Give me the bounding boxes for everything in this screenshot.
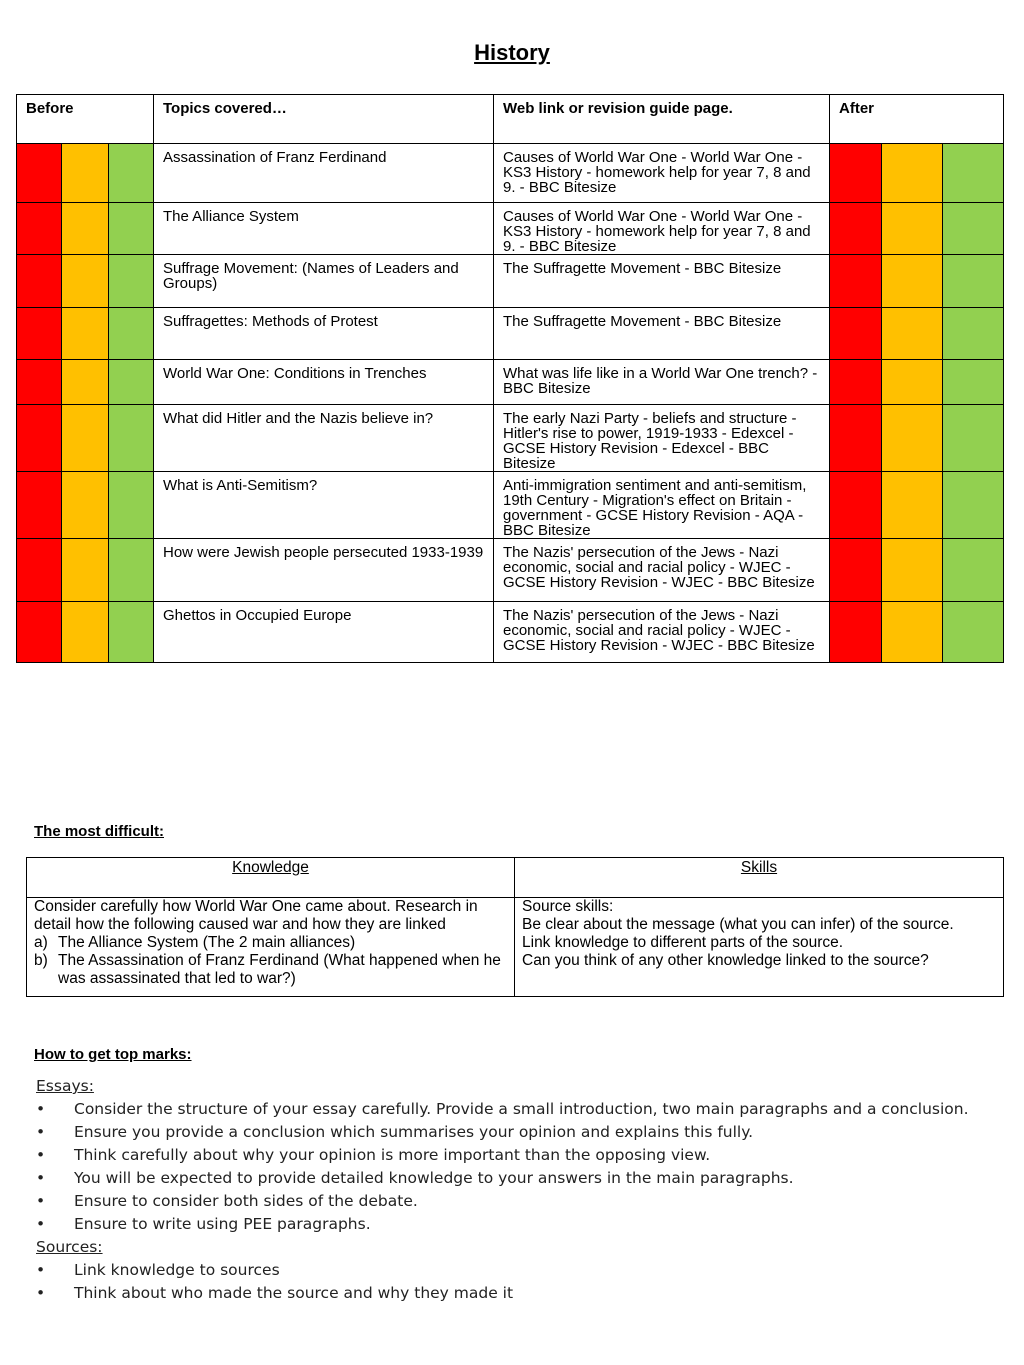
before-amber-cell: [62, 602, 109, 663]
before-amber-cell: [62, 255, 109, 308]
link-header: Web link or revision guide page.: [494, 95, 830, 144]
link-cell: Causes of World War One - World War One - KS3 History - homework help for year 7, 8 and 9. - BBC Bitesize: [494, 203, 830, 255]
after-green-cell: [943, 255, 1004, 308]
knowledge-list: [34, 934, 507, 988]
list-item: • Ensure you provide a conclusion which summarises your opinion and explains this fully.: [36, 1121, 976, 1144]
list-item: • Consider the structure of your essay carefully. Provide a small introduction, two main paragraphs and a conclusion.: [36, 1098, 976, 1121]
after-green-cell: [943, 360, 1004, 405]
essays-label: Essays:: [36, 1077, 94, 1095]
topics-header: Topics covered…: [154, 95, 494, 144]
after-red-cell: [830, 472, 882, 539]
table-row: [17, 203, 1004, 255]
list-item: • Ensure to write using PEE paragraphs.: [36, 1213, 976, 1236]
sources-list: [36, 1259, 976, 1305]
skills-line: Link knowledge to different parts of the source.: [522, 934, 844, 951]
link-cell: The Suffragette Movement - BBC Bitesize: [494, 308, 830, 360]
after-red-cell: [830, 602, 882, 663]
before-red-cell: [17, 203, 62, 255]
topic-cell: What is Anti-Semitism?: [154, 472, 494, 539]
skills-line: Can you think of any other knowledge linked to the source?: [522, 952, 929, 969]
after-amber-cell: [882, 203, 943, 255]
after-amber-cell: [882, 308, 943, 360]
table-header-row: [17, 95, 1004, 144]
after-red-cell: [830, 203, 882, 255]
list-item: • Ensure to consider both sides of the debate.: [36, 1190, 976, 1213]
topic-cell: How were Jewish people persecuted 1933-1939: [154, 539, 494, 602]
before-green-cell: [109, 472, 154, 539]
list-item: b) The Assassination of Franz Ferdinand (What happened when he was assassinated that led to war?): [34, 952, 501, 987]
before-amber-cell: [62, 203, 109, 255]
table-row: [17, 602, 1004, 663]
list-item: • Link knowledge to sources: [36, 1259, 976, 1282]
revision-rag-table: [16, 94, 1004, 663]
before-green-cell: [109, 539, 154, 602]
topic-cell: Suffrage Movement: (Names of Leaders and Groups): [154, 255, 494, 308]
after-amber-cell: [882, 360, 943, 405]
before-green-cell: [109, 203, 154, 255]
before-green-cell: [109, 360, 154, 405]
list-item: • Think carefully about why your opinion is more important than the opposing view.: [36, 1144, 976, 1167]
before-red-cell: [17, 539, 62, 602]
table-row: [17, 144, 1004, 203]
table-row: [17, 308, 1004, 360]
list-item: • You will be expected to provide detailed knowledge to your answers in the main paragraphs.: [36, 1167, 976, 1190]
before-amber-cell: [62, 472, 109, 539]
before-red-cell: [17, 255, 62, 308]
before-green-cell: [109, 308, 154, 360]
before-green-cell: [109, 602, 154, 663]
after-amber-cell: [882, 602, 943, 663]
link-cell: The Suffragette Movement - BBC Bitesize: [494, 255, 830, 308]
after-red-cell: [830, 360, 882, 405]
topic-cell: Assassination of Franz Ferdinand: [154, 144, 494, 203]
table-row: [17, 539, 1004, 602]
before-green-cell: [109, 144, 154, 203]
knowledge-intro: Consider carefully how World War One came about. Research in detail how the following caused war and how they are linked: [34, 898, 478, 933]
after-amber-cell: [882, 472, 943, 539]
after-green-cell: [943, 472, 1004, 539]
most-difficult-heading: The most difficult:: [34, 823, 164, 840]
table-row: [17, 255, 1004, 308]
topic-cell: Ghettos in Occupied Europe: [154, 602, 494, 663]
after-amber-cell: [882, 405, 943, 472]
after-red-cell: [830, 255, 882, 308]
list-item: • Think about who made the source and why they made it: [36, 1282, 976, 1305]
table-row: [17, 360, 1004, 405]
link-cell: What was life like in a World War One trench? - BBC Bitesize: [494, 360, 830, 405]
before-red-cell: [17, 308, 62, 360]
after-header: After: [830, 95, 1004, 144]
after-green-cell: [943, 308, 1004, 360]
after-green-cell: [943, 203, 1004, 255]
essays-list: [36, 1098, 976, 1236]
after-red-cell: [830, 539, 882, 602]
table-row: [17, 472, 1004, 539]
skills-line: Be clear about the message (what you can infer) of the source.: [522, 916, 954, 933]
sources-label: Sources:: [36, 1238, 103, 1256]
before-amber-cell: [62, 144, 109, 203]
after-green-cell: [943, 144, 1004, 203]
list-item: a) The Alliance System (The 2 main alliances): [34, 934, 356, 951]
before-green-cell: [109, 405, 154, 472]
after-amber-cell: [882, 539, 943, 602]
topic-cell: Suffragettes: Methods of Protest: [154, 308, 494, 360]
top-marks-content: [36, 1075, 976, 1305]
after-red-cell: [830, 308, 882, 360]
before-red-cell: [17, 144, 62, 203]
top-marks-heading: How to get top marks:: [34, 1046, 192, 1063]
before-red-cell: [17, 360, 62, 405]
after-red-cell: [830, 144, 882, 203]
link-cell: The Nazis' persecution of the Jews - Nazi economic, social and racial policy - WJEC - GCSE History Revision - WJEC - BBC Bitesize: [494, 602, 830, 663]
before-header: Before: [17, 95, 154, 144]
before-amber-cell: [62, 539, 109, 602]
after-green-cell: [943, 405, 1004, 472]
link-cell: Causes of World War One - World War One - KS3 History - homework help for year 7, 8 and 9. - BBC Bitesize: [494, 144, 830, 203]
after-amber-cell: [882, 144, 943, 203]
skills-line: Source skills:: [522, 898, 614, 915]
topic-cell: The Alliance System: [154, 203, 494, 255]
knowledge-header: Knowledge: [27, 858, 515, 898]
after-green-cell: [943, 602, 1004, 663]
before-green-cell: [109, 255, 154, 308]
link-cell: The early Nazi Party - beliefs and structure - Hitler's rise to power, 1919-1933 - Edexcel - GCSE History Revision - Edexcel - BBC Bitesize: [494, 405, 830, 472]
before-red-cell: [17, 602, 62, 663]
after-red-cell: [830, 405, 882, 472]
page-title: History: [474, 40, 550, 65]
topic-cell: World War One: Conditions in Trenches: [154, 360, 494, 405]
link-cell: Anti-immigration sentiment and anti-semitism, 19th Century - Migration's effect on Britain - government - GCSE History Revision - AQA - BBC Bitesize: [494, 472, 830, 539]
before-amber-cell: [62, 308, 109, 360]
after-green-cell: [943, 539, 1004, 602]
before-amber-cell: [62, 405, 109, 472]
after-amber-cell: [882, 255, 943, 308]
link-cell: The Nazis' persecution of the Jews - Nazi economic, social and racial policy - WJEC - GCSE History Revision - WJEC - BBC Bitesize: [494, 539, 830, 602]
before-amber-cell: [62, 360, 109, 405]
topic-cell: What did Hitler and the Nazis believe in?: [154, 405, 494, 472]
skills-header: Skills: [515, 858, 1004, 898]
before-red-cell: [17, 405, 62, 472]
most-difficult-table: [26, 857, 1004, 997]
table-row: [17, 405, 1004, 472]
before-red-cell: [17, 472, 62, 539]
